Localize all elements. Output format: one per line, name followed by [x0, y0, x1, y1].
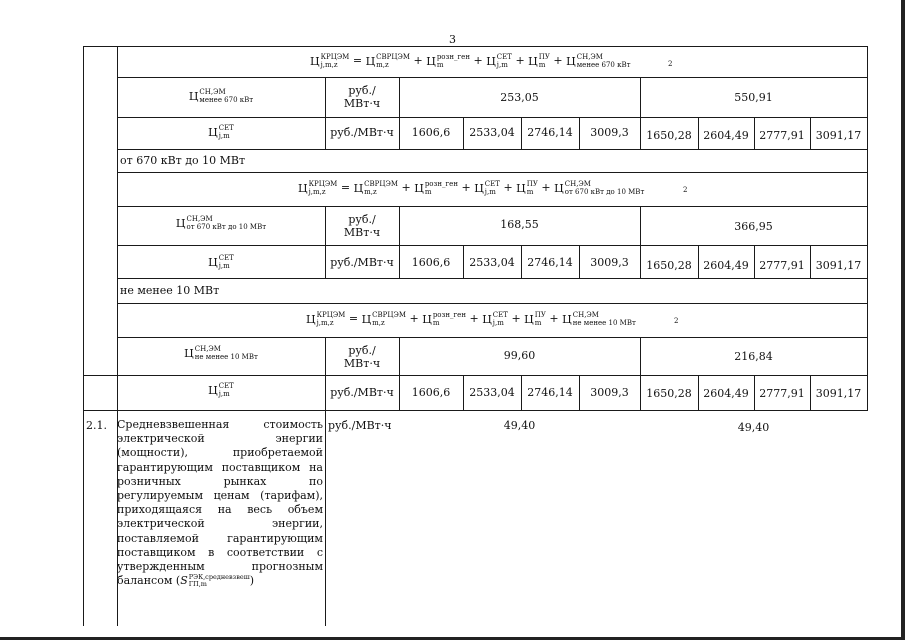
rule — [117, 149, 868, 150]
value-cell: 168,55 — [500, 218, 539, 231]
group-header: от 670 кВт до 10 МВт — [120, 154, 246, 167]
item-number: 2.1. — [86, 419, 107, 432]
value-cell: 3009,3 — [590, 126, 629, 139]
footnote-marker: 2 — [683, 186, 688, 194]
value-cell: 2777,91 — [759, 387, 805, 400]
unit-label: руб./МВт·ч — [328, 419, 392, 432]
value-cell: 1606,6 — [411, 126, 451, 139]
value-cell: 49,40 — [737, 421, 770, 434]
rule — [117, 303, 868, 304]
unit-label: руб./МВт·ч — [330, 126, 394, 139]
unit-label: руб./ МВт·ч — [343, 84, 381, 110]
value-cell: 1606,6 — [411, 256, 451, 269]
value-cell: 216,84 — [734, 350, 773, 363]
rule — [399, 337, 400, 410]
footnote-marker: 2 — [668, 60, 673, 68]
value-cell: 2604,49 — [703, 129, 749, 142]
value-cell: 1650,28 — [646, 129, 692, 142]
value-cell: 3091,17 — [815, 259, 862, 272]
value-cell: 2777,91 — [759, 129, 805, 142]
value-cell: 2533,04 — [469, 126, 515, 139]
value-cell: 3091,17 — [815, 129, 862, 142]
rule — [117, 77, 868, 78]
value-cell: 253,05 — [500, 91, 539, 104]
rule — [867, 46, 868, 410]
formula-krcem-group2: ЦКРЦЭМ j,m,z = ЦСВРЦЭМ m,z + Црозн_ген m + ЦСЕТ j,m + ЦПУ m + ЦСН,ЭМ от 670 кВт до 10 МВт — [298, 180, 645, 196]
rule — [117, 245, 868, 246]
value-cell: 3091,17 — [815, 387, 862, 400]
rule — [117, 117, 868, 118]
value-cell: 2533,04 — [469, 386, 515, 399]
value-cell: 1650,28 — [646, 259, 692, 272]
rule — [325, 337, 326, 626]
unit-label: руб./ МВт·ч — [343, 213, 381, 239]
rule — [117, 337, 868, 338]
value-cell: 3009,3 — [590, 386, 629, 399]
formula-krcem-group3: ЦКРЦЭМ j,m,z = ЦСВРЦЭМ m,z + Црозн_ген m + ЦСЕТ j,m + ЦПУ m + ЦСН,ЭМ не менее 10 МВт — [306, 311, 636, 327]
item-description: Средневзвешенная стоимость электрической энергии (мощности), приобретаемой гарантирующим поставщиком на розничных рынках по регулируемым ценам (тарифам), приходящаяся на весь объем электрической энергии, поставляемой гарантирующим поставщиком в соответствии с утвержденным прогнозным балансом (SРЭК,средневзвеш ГП,m ) — [117, 418, 323, 589]
value-cell: 2533,04 — [469, 256, 515, 269]
value-cell: 2604,49 — [703, 387, 749, 400]
unit-label: руб./МВт·ч — [330, 256, 394, 269]
formula-krcem-group1: ЦКРЦЭМ j,m,z = ЦСВРЦЭМ m,z + Црозн_ген m + ЦСЕТ j,m + ЦПУ m + ЦСН,ЭМ менее 670 кВт — [310, 53, 631, 69]
rule — [83, 46, 868, 47]
footnote-marker: 2 — [674, 317, 679, 325]
value-cell: 2746,14 — [527, 256, 573, 269]
cn-label-group1: ЦСН,ЭМ менее 670 кВт — [188, 88, 254, 104]
value-cell: 550,91 — [734, 91, 773, 104]
value-cell: 49,40 — [503, 419, 536, 432]
unit-label: руб./ МВт·ч — [343, 344, 381, 370]
rule — [117, 278, 868, 279]
set-label: ЦСЕТ j,m — [208, 254, 234, 270]
rule — [117, 206, 868, 207]
value-cell: 2777,91 — [759, 259, 805, 272]
value-cell: 1606,6 — [411, 386, 451, 399]
value-cell: 366,95 — [734, 220, 773, 233]
page-number: 3 — [449, 33, 456, 46]
value-cell: 2746,14 — [527, 386, 573, 399]
value-cell: 99,60 — [503, 349, 536, 362]
value-cell: 2746,14 — [527, 126, 573, 139]
cn-label-group2: ЦСН,ЭМ от 670 кВт до 10 МВт — [175, 215, 267, 231]
set-label: ЦСЕТ j,m — [208, 382, 234, 398]
rule — [117, 172, 868, 173]
set-label: ЦСЕТ j,m — [208, 124, 234, 140]
value-cell: 1650,28 — [646, 387, 692, 400]
rule — [83, 46, 84, 626]
value-cell: 3009,3 — [590, 256, 629, 269]
rule — [83, 375, 868, 376]
value-cell: 2604,49 — [703, 259, 749, 272]
scan-edge — [901, 0, 905, 640]
rule — [83, 410, 868, 411]
unit-label: руб./МВт·ч — [330, 386, 394, 399]
cn-label-group3: ЦСН,ЭМ не менее 10 МВт — [184, 345, 258, 361]
group-header: не менее 10 МВт — [120, 284, 220, 297]
